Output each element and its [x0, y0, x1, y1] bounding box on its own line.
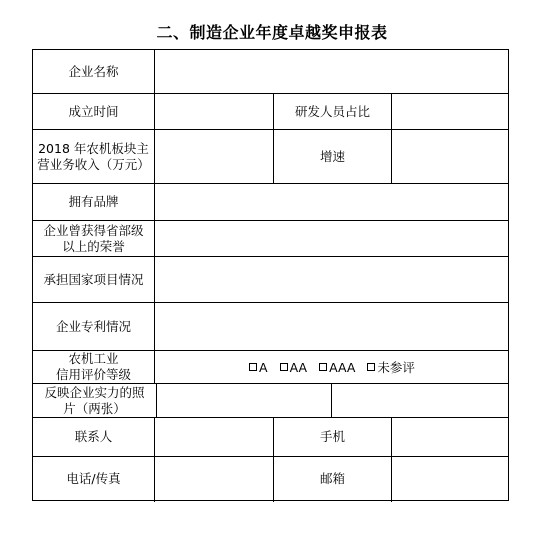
photo-2-field[interactable]: [332, 384, 509, 417]
application-form-table: [32, 49, 509, 501]
national-projects-field[interactable]: [155, 257, 509, 302]
checkbox-icon: [367, 363, 375, 371]
label-national-projects: 承担国家项目情况: [43, 271, 144, 287]
credit-option-a[interactable]: [249, 360, 268, 375]
credit-option-aaa[interactable]: [319, 360, 355, 375]
label-revenue: 2018 年农机板块主 营业务收入（万元）: [37, 140, 150, 172]
form-title: 二、制造企业年度卓越奖申报表: [156, 23, 388, 42]
option-label: 未参评: [377, 360, 415, 375]
option-label: AA: [289, 359, 308, 375]
phone-field[interactable]: [392, 418, 509, 456]
contact-field[interactable]: [155, 418, 273, 456]
label-email: 邮箱: [319, 471, 345, 486]
credit-rating-options: [155, 351, 509, 383]
checkbox-icon: [249, 363, 257, 371]
credit-option-not-rated[interactable]: [367, 358, 415, 376]
label-contact: 联系人: [74, 429, 113, 444]
label-tel-fax: 电话/传真: [66, 471, 121, 486]
photo-1-field[interactable]: [157, 384, 331, 417]
rd-ratio-field[interactable]: [392, 94, 509, 129]
label-honors: 企业曾获得省部级 以上的荣誉: [43, 222, 144, 254]
label-established: 成立时间: [68, 103, 119, 119]
established-field[interactable]: [155, 94, 273, 129]
growth-field[interactable]: [392, 130, 509, 183]
label-photos: 反映企业实力的照 片（两张）: [44, 384, 145, 416]
option-label: AAA: [329, 359, 356, 375]
label-rd-ratio: 研发人员占比: [294, 103, 370, 119]
company-name-field[interactable]: [155, 50, 509, 93]
label-phone: 手机: [319, 429, 345, 444]
email-field[interactable]: [392, 457, 509, 501]
credit-option-aa[interactable]: [280, 360, 307, 375]
label-credit-rating: 农机工业 信用评价等级: [55, 351, 131, 382]
option-label: A: [259, 359, 268, 375]
brands-field[interactable]: [155, 184, 509, 220]
checkbox-icon: [280, 363, 288, 371]
label-company-name: 企业名称: [68, 63, 119, 79]
tel-fax-field[interactable]: [155, 457, 273, 501]
patents-field[interactable]: [155, 303, 509, 350]
honors-field[interactable]: [155, 221, 509, 256]
revenue-field[interactable]: [155, 130, 273, 183]
label-brands: 拥有品牌: [68, 194, 119, 209]
label-patents: 企业专利情况: [55, 318, 131, 334]
label-growth: 增速: [319, 148, 345, 164]
checkbox-icon: [319, 363, 327, 371]
